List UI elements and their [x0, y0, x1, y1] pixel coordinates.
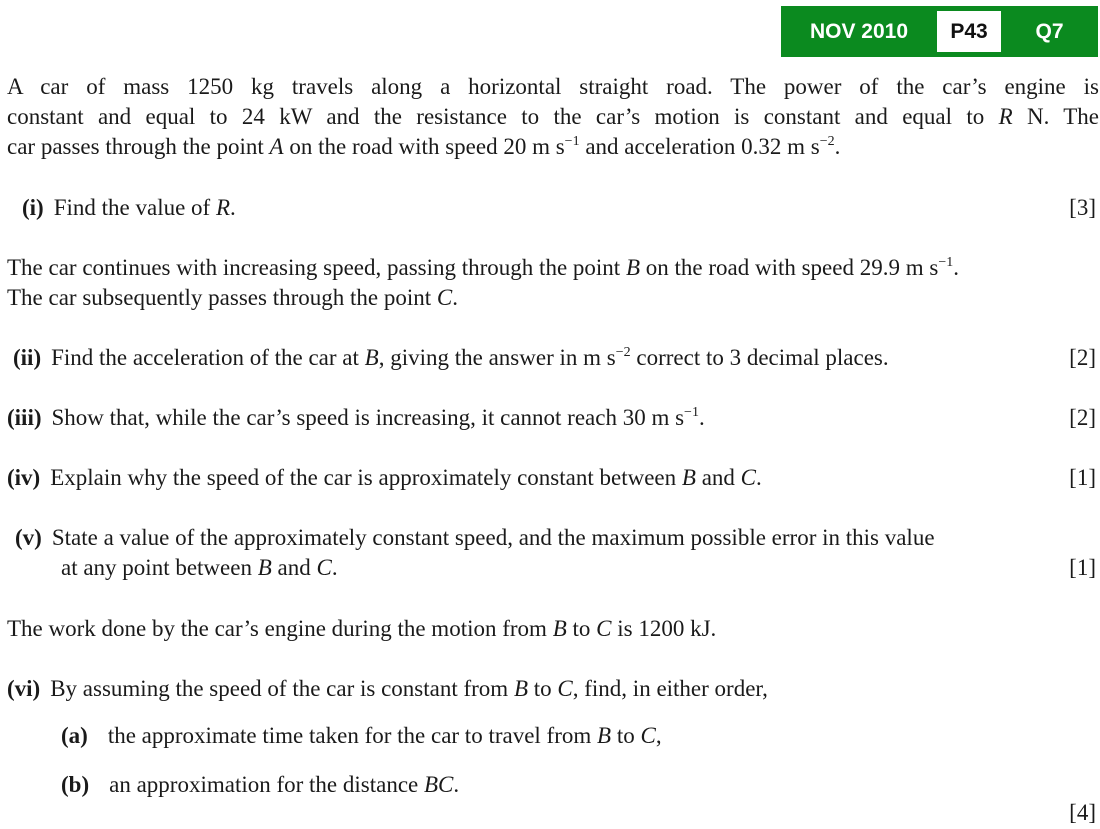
part-ii: (ii) Find the acceleration of the car at B, giving the answer in m $s^{-2}$ correct to 3 decimal places. [13, 345, 889, 370]
intro-line-3: car passes through the point A on the road with speed 20 m $s^{-1}$ and acceleration 0.32 m $s^{-2}$. [7, 134, 841, 159]
part-i: (i) Find the value of R. [22, 195, 236, 220]
part-iv-mark: [1] [1069, 465, 1096, 490]
part-ii-mark: [2] [1069, 345, 1096, 370]
continue-line-1: The car continues with increasing speed, passing through the point B on the road with speed 29.9 m $s^{-1}$. [7, 255, 959, 280]
part-vi-mark: [4] [1069, 800, 1096, 825]
part-v-mark: [1] [1069, 555, 1096, 580]
part-iii-mark: [2] [1069, 405, 1096, 430]
session-label: NOV 2010 [809, 19, 909, 43]
continue-line-2: The car subsequently passes through the point C. [7, 285, 458, 310]
work-statement: The work done by the car’s engine during the motion from B to C is 1200 kJ. [7, 616, 717, 641]
part-v-line-2: at any point between B and C. [61, 555, 338, 580]
paper-label: P43 [937, 11, 1001, 52]
part-i-mark: [3] [1069, 195, 1096, 220]
intro-line-1: A car of mass 1250 kg travels along a horizontal straight road. The power of the car’s engine is [7, 74, 1099, 99]
part-vi: (vi) By assuming the speed of the car is constant from B to C, find, in either order, [7, 676, 768, 701]
question-label: Q7 [1035, 19, 1064, 43]
question-badge [781, 6, 1098, 57]
part-iv: (iv) Explain why the speed of the car is approximately constant between B and C. [7, 465, 762, 490]
part-v-line-1: (v) State a value of the approximately constant speed, and the maximum possible error in this value [15, 525, 935, 550]
part-vi-a: (a) the approximate time taken for the car to travel from B to C, [61, 723, 662, 748]
part-iii: (iii) Show that, while the car’s speed is increasing, it cannot reach 30 m $s^{-1}$. [7, 405, 705, 430]
intro-line-2: constant and equal to 24 kW and the resistance to the car’s motion is constant and equal to R N. The [7, 104, 1100, 129]
part-vi-b: (b) an approximation for the distance BC. [61, 772, 460, 797]
